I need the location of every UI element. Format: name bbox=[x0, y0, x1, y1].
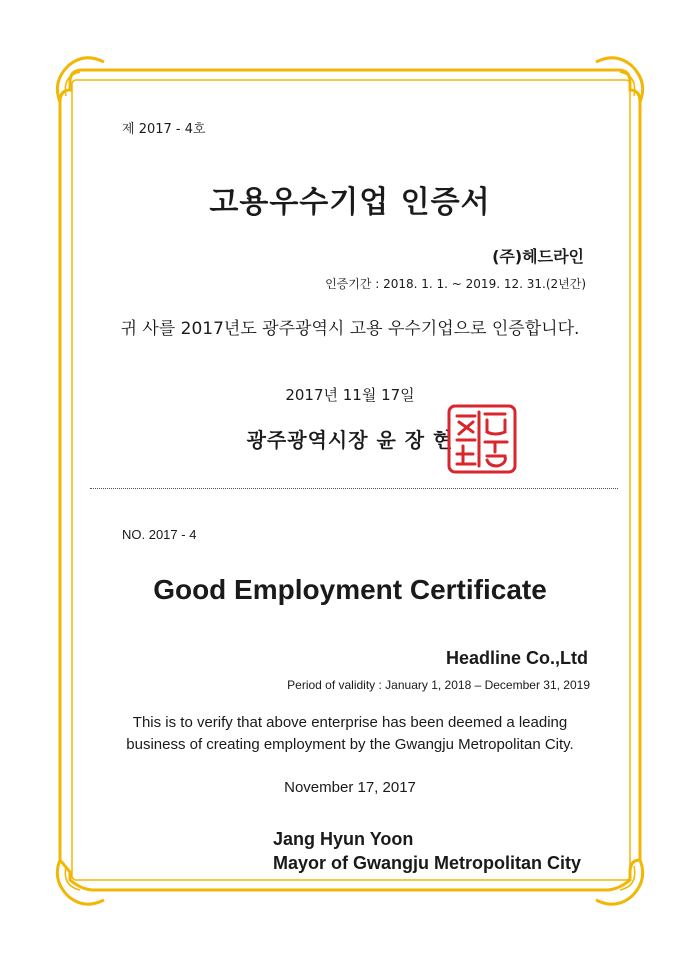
official-seal-stamp bbox=[445, 402, 519, 476]
statement-line-2: business of creating employment by the Gwangju Metropolitan City. bbox=[126, 736, 574, 753]
issue-date-english: November 17, 2017 bbox=[284, 779, 416, 796]
validity-period-korean: 인증기간 : 2018. 1. 1. ~ 2019. 12. 31.(2년간) bbox=[325, 277, 586, 291]
certificate-title-korean: 고용우수기업 인증서 bbox=[209, 185, 491, 220]
certification-statement-korean: 귀 사를 2017년도 광주광역시 고용 우수기업으로 인증합니다. bbox=[120, 319, 580, 339]
issuer-title: Mayor of Gwangju Metropolitan City bbox=[273, 853, 582, 873]
issuer-korean: 광주광역시장 윤 장 현 bbox=[246, 428, 454, 452]
company-name-korean: (주)헤드라인 bbox=[492, 247, 584, 266]
issuer-english bbox=[273, 827, 581, 875]
section-divider bbox=[90, 488, 618, 489]
certificate-number-english: NO. 2017 - 4 bbox=[122, 527, 197, 542]
company-name-english: Headline Co.,Ltd bbox=[445, 648, 588, 668]
certificate-number-korean: 제 2017 - 4호 bbox=[122, 122, 206, 137]
certificate-title-english: Good Employment Certificate bbox=[153, 574, 547, 605]
issuer-name: Jang Hyun Yoon bbox=[273, 829, 414, 849]
statement-line-1: This is to verify that above enterprise has been deemed a leading bbox=[132, 714, 568, 731]
validity-period-english: Period of validity : January 1, 2018 – December 31, 2019 bbox=[287, 678, 590, 692]
certification-statement-english bbox=[0, 712, 700, 756]
issue-date-korean: 2017년 11월 17일 bbox=[285, 386, 415, 404]
